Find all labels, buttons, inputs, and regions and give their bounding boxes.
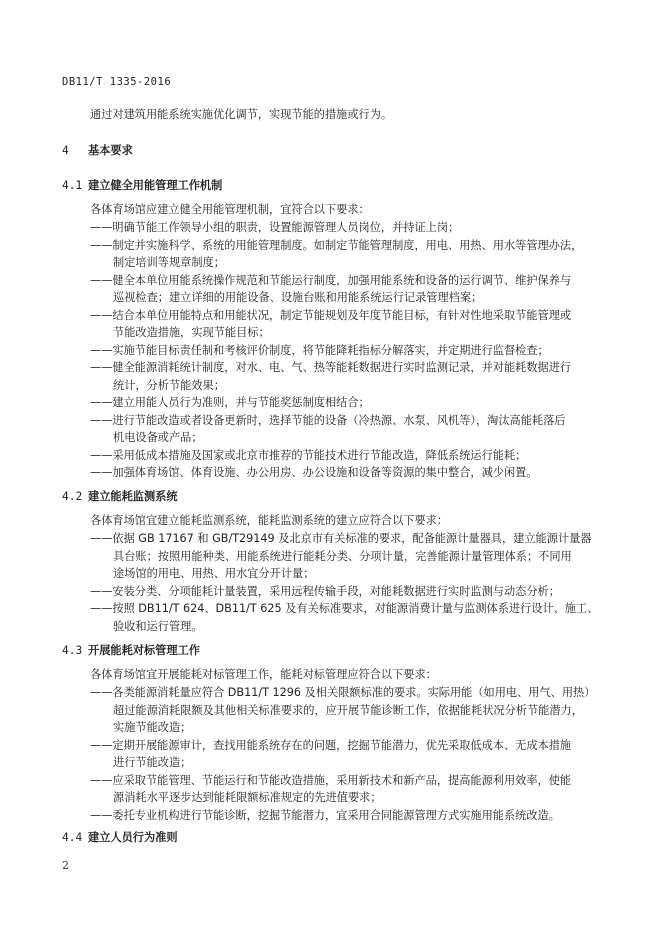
- list-item: ——明确节能工作领导小组的职责，设置能源管理人员岗位，并持证上岗；: [90, 221, 460, 234]
- section-title: 建立人员行为准则: [88, 831, 178, 844]
- list-item: ——建立用能人员行为准则，并与节能奖惩制度相结合；: [90, 396, 370, 409]
- list-item-continuation: 统计，分析节能效果；: [113, 378, 225, 392]
- list-item: ——应采取节能管理、节能运行和节能改造措施，采用新技术和新产品，提高能源利用效率，使能: [90, 773, 572, 787]
- section-number: 4: [62, 144, 69, 157]
- list-item: ——采用低成本措施及国家或北京市推荐的节能技术进行节能改造，降低系统运行能耗；: [90, 448, 527, 462]
- list-item: ——定期开展能源审计，查找用能系统存在的问题，挖掘节能潜力，优先采取低成本、无成本措施: [90, 738, 572, 752]
- list-item-continuation: 进行节能改造；: [113, 756, 192, 769]
- list-item-continuation: 具台账；按照用能种类、用能系统进行能耗分类、分项计量，完善能源计量管理体系；不同用: [113, 549, 572, 563]
- list-item-continuation: 实施节能改造；: [113, 721, 192, 734]
- list-item: ——进行节能改造或者设备更新时，选择节能的设备（冷热源、水泵、风机等），淘汰高能耗落后: [90, 413, 566, 427]
- section-lead-paragraph: 各体育场馆宜建立能耗监测系统，能耗监测系统的建立应符合以下要求：: [90, 514, 449, 527]
- list-item-continuation: 途场馆的用电、用热、用水宜分开计量；: [113, 567, 315, 580]
- list-item: ——按照 DB11/T 624、DB11/T 625 及有关标准要求，对能源消费计量与监测体系进行设计、施工、: [90, 602, 599, 615]
- list-item: ——各类能源消耗量应符合 DB11/T 1296 及相关限额标准的要求。实际用能（如用电、用气、用热）: [90, 686, 596, 699]
- section-number: 4.1: [62, 179, 83, 192]
- list-item: ——委托专业机构进行节能诊断，挖掘节能潜力，宜采用合同能源管理方式实施用能系统改造。: [90, 808, 560, 822]
- list-item-continuation: 制定培训等规章制度；: [113, 256, 225, 269]
- list-item: ——加强体育场馆、体育设施、办公用房、办公设施和设备等资源的集中整合，减少闲置。: [90, 466, 538, 479]
- list-item: ——结合本单位用能特点和用能状况，制定节能规划及年度节能目标，有针对性地采取节能管理或: [90, 308, 572, 322]
- intro-paragraph: 通过对建筑用能系统实施优化调节，实现节能的措施或行为。: [90, 108, 393, 121]
- list-item: ——安装分类、分项能耗计量装置，采用远程传输手段，对能耗数据进行实时监测与动态分析；: [90, 584, 560, 598]
- list-item-continuation: 超过能源消耗限额及其他相关标准要求的，应开展节能诊断工作，依据能耗状况分析节能潜力，: [113, 703, 583, 717]
- section-number: 4.2: [62, 490, 83, 503]
- section-4-2-heading: [62, 489, 178, 505]
- list-item: ——健全本单位用能系统操作规范和节能运行制度，加强用能系统和设备的运行调节、维护保养与: [90, 273, 572, 287]
- list-item-continuation: 机电设备或产品；: [113, 431, 203, 444]
- document-code: DB11/T 1335-2016: [62, 76, 172, 88]
- section-4-3-heading: [62, 643, 200, 659]
- list-item: ——制定并实施科学、系统的用能管理制度。如制定节能管理制度，用电、用热、用水等管理办法，: [90, 238, 583, 252]
- section-title: 建立健全用能管理工作机制: [88, 179, 223, 192]
- section-4-4-heading: [62, 830, 178, 846]
- section-number: 4.4: [62, 831, 83, 844]
- section-title: 开展能耗对标管理工作: [88, 644, 200, 657]
- list-item: ——依据 GB 17167 和 GB/T29149 及北京市有关标准的要求，配备能源计量器具，建立能源计量器: [90, 532, 592, 545]
- list-item-continuation: 验收和运行管理。: [113, 619, 203, 633]
- page-number: 2: [62, 859, 69, 872]
- section-lead-paragraph: 各体育场馆宜开展能耗对标管理工作，能耗对标管理应符合以下要求：: [90, 668, 437, 681]
- section-title: 基本要求: [88, 144, 133, 157]
- list-item-continuation: 源消耗水平逐步达到能耗限额标准规定的先进值要求；: [113, 791, 382, 804]
- section-title: 建立能耗监测系统: [88, 490, 178, 503]
- list-item: ——健全能源消耗统计制度，对水、电、气、热等能耗数据进行实时监测记录，并对能耗数据进行: [90, 361, 572, 374]
- section-4-heading: [62, 143, 133, 159]
- section-number: 4.3: [62, 644, 83, 657]
- list-item-continuation: 巡视检查；建立详细的用能设备、设施台账和用能系统运行记录管理档案；: [113, 291, 483, 304]
- list-item-continuation: 节能改造措施，实现节能目标；: [113, 326, 270, 339]
- section-lead-paragraph: 各体育场馆应建立健全用能管理机制，宜符合以下要求：: [90, 203, 370, 216]
- list-item: ——实施节能目标责任制和考核评价制度，将节能降耗指标分解落实，并定期进行监督检查；: [90, 343, 549, 357]
- section-4-1-heading: [62, 178, 222, 194]
